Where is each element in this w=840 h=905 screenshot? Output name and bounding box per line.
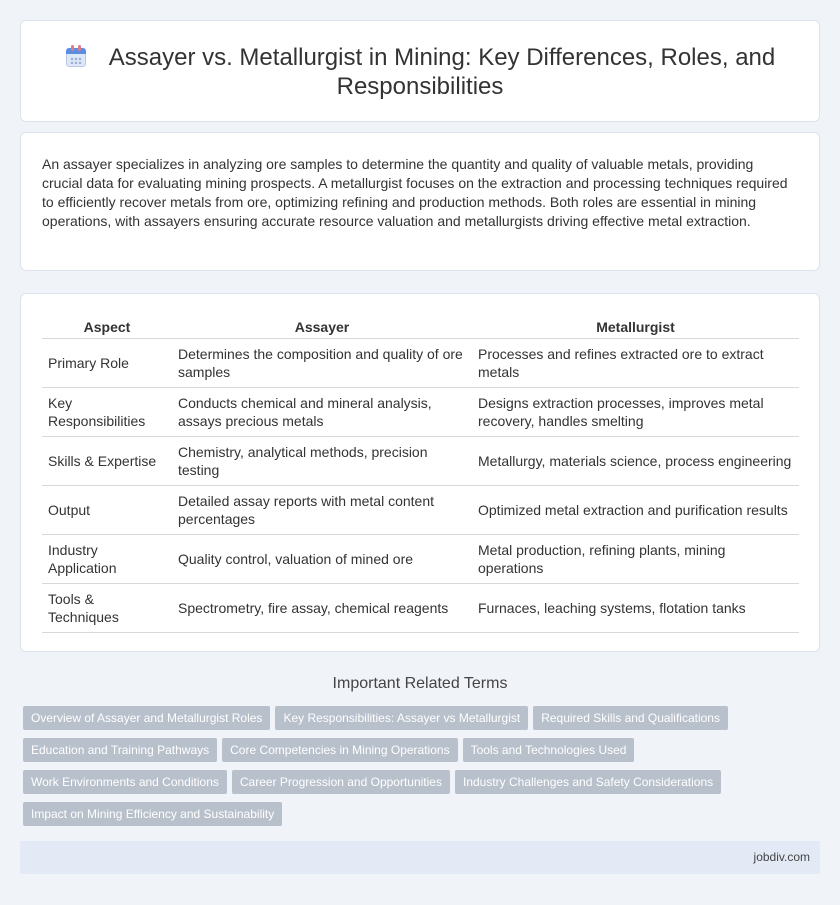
header-assayer: Assayer [172, 316, 472, 338]
row-metallurgist: Metal production, refining plants, mining operations [472, 534, 799, 583]
footer [20, 841, 820, 874]
related-term-tag[interactable]: Work Environments and Conditions [23, 770, 227, 794]
row-assayer: Quality control, valuation of mined ore [172, 534, 472, 583]
table-row [42, 387, 799, 436]
related-term-tag[interactable]: Overview of Assayer and Metallurgist Roles [23, 706, 270, 730]
related-term-tag[interactable]: Tools and Technologies Used [463, 738, 635, 762]
comparison-card [20, 293, 820, 652]
row-aspect: Tools & Techniques [42, 583, 172, 632]
row-metallurgist: Designs extraction processes, improves metal recovery, handles smelting [472, 387, 799, 436]
related-term-tag[interactable]: Impact on Mining Efficiency and Sustainability [23, 802, 282, 826]
page-title: Assayer vs. Metallurgist in Mining: Key Differences, Roles, and Responsibilities [108, 44, 776, 100]
header-metallurgist: Metallurgist [472, 316, 799, 338]
table-header-row [42, 316, 799, 338]
table-row [42, 485, 799, 534]
comparison-table [42, 316, 799, 633]
table-row [42, 583, 799, 632]
table-row [42, 534, 799, 583]
row-assayer: Detailed assay reports with metal content percentages [172, 485, 472, 534]
row-assayer: Chemistry, analytical methods, precision testing [172, 436, 472, 485]
row-aspect: Key Responsibilities [42, 387, 172, 436]
table-row [42, 436, 799, 485]
tag-row [23, 738, 783, 770]
header-aspect: Aspect [42, 316, 172, 338]
related-terms-list [23, 706, 783, 834]
page-title-wrap [21, 43, 819, 101]
footer-site-link[interactable]: jobdiv.com [753, 850, 810, 864]
intro-paragraph: An assayer specializes in analyzing ore samples to determine the quantity and quality of valuable metals, providing crucial data for evaluating mining prospects. A metallurgist focuses on the extraction and processing techniques required to efficiently recover metals from ore, optimizing refining and production methods. Both roles are essential in mining operations, with assayers ensuring accurate resource valuation and metallurgists driving effective metal extraction. [42, 156, 788, 229]
row-metallurgist: Furnaces, leaching systems, flotation tanks [472, 583, 799, 632]
related-term-tag[interactable]: Education and Training Pathways [23, 738, 217, 762]
tag-row [23, 802, 783, 834]
row-metallurgist: Metallurgy, materials science, process engineering [472, 436, 799, 485]
intro-card [20, 132, 820, 271]
row-aspect: Industry Application [42, 534, 172, 583]
related-term-tag[interactable]: Core Competencies in Mining Operations [222, 738, 457, 762]
related-term-tag[interactable]: Required Skills and Qualifications [533, 706, 728, 730]
row-assayer: Spectrometry, fire assay, chemical reagents [172, 583, 472, 632]
related-terms-title: Important Related Terms [332, 675, 508, 692]
tag-row [23, 706, 783, 738]
row-aspect: Output [42, 485, 172, 534]
row-assayer: Determines the composition and quality of ore samples [172, 338, 472, 387]
calendar-icon [65, 44, 87, 68]
row-aspect: Primary Role [42, 338, 172, 387]
row-metallurgist: Optimized metal extraction and purification results [472, 485, 799, 534]
row-aspect: Skills & Expertise [42, 436, 172, 485]
tag-row [23, 770, 783, 802]
table-row [42, 338, 799, 387]
row-assayer: Conducts chemical and mineral analysis, assays precious metals [172, 387, 472, 436]
related-term-tag[interactable]: Career Progression and Opportunities [232, 770, 450, 794]
header-card [20, 20, 820, 122]
related-term-tag[interactable]: Key Responsibilities: Assayer vs Metallurgist [275, 706, 528, 730]
related-term-tag[interactable]: Industry Challenges and Safety Considerations [455, 770, 721, 794]
row-metallurgist: Processes and refines extracted ore to extract metals [472, 338, 799, 387]
